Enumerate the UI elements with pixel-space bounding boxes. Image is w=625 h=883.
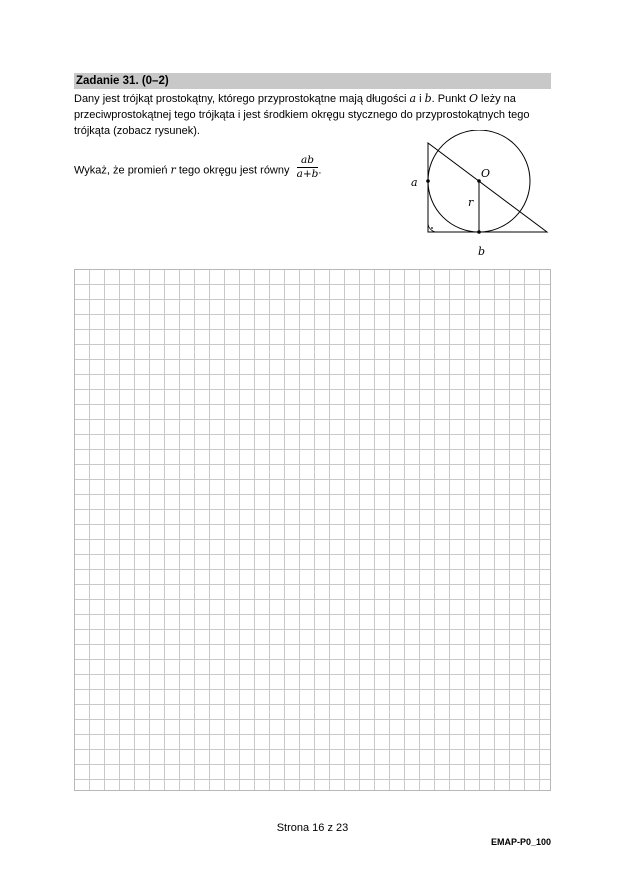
prove-end: . [318,164,322,177]
page-number: Strona 16 z 23 [276,822,349,834]
variable-O: O [468,92,478,105]
tangent-point-a [426,179,430,183]
prove-statement [74,154,322,184]
radius-fraction [296,154,322,181]
variable-r: r [170,163,176,177]
statement-text-3: leży na przeciwprostokątnej tego trójkąta i jest środkiem okręgu stycznego do przyprostokątnych tego trójkąta (zobacz rysunek). [74,93,530,137]
task-title: Zadanie 31. (0–2) [76,75,169,87]
label-r: r [468,196,474,209]
variable-a: a [409,92,417,105]
fraction-denominator: a+b [296,168,319,180]
label-O: O [481,167,491,180]
statement-text-1: Dany jest trójkąt prostokątny, którego przyprostokątne mają długości [74,93,410,105]
variable-b: b [424,92,432,105]
triangle-figure [400,130,560,265]
label-a: a [411,176,418,189]
right-angle-dot [431,227,433,229]
statement-and: i [416,93,425,105]
statement-text-2: . Punkt [431,93,469,105]
prove-text-1: Wykaż, że promień [74,164,171,177]
fraction-numerator: ab [297,154,319,168]
label-b: b [478,245,486,258]
tangent-point-b [477,230,481,234]
prove-text-2: tego okręgu jest równy [175,164,293,177]
exam-code: EMAP-P0_100 [490,837,551,847]
answer-grid[interactable] [74,269,551,791]
